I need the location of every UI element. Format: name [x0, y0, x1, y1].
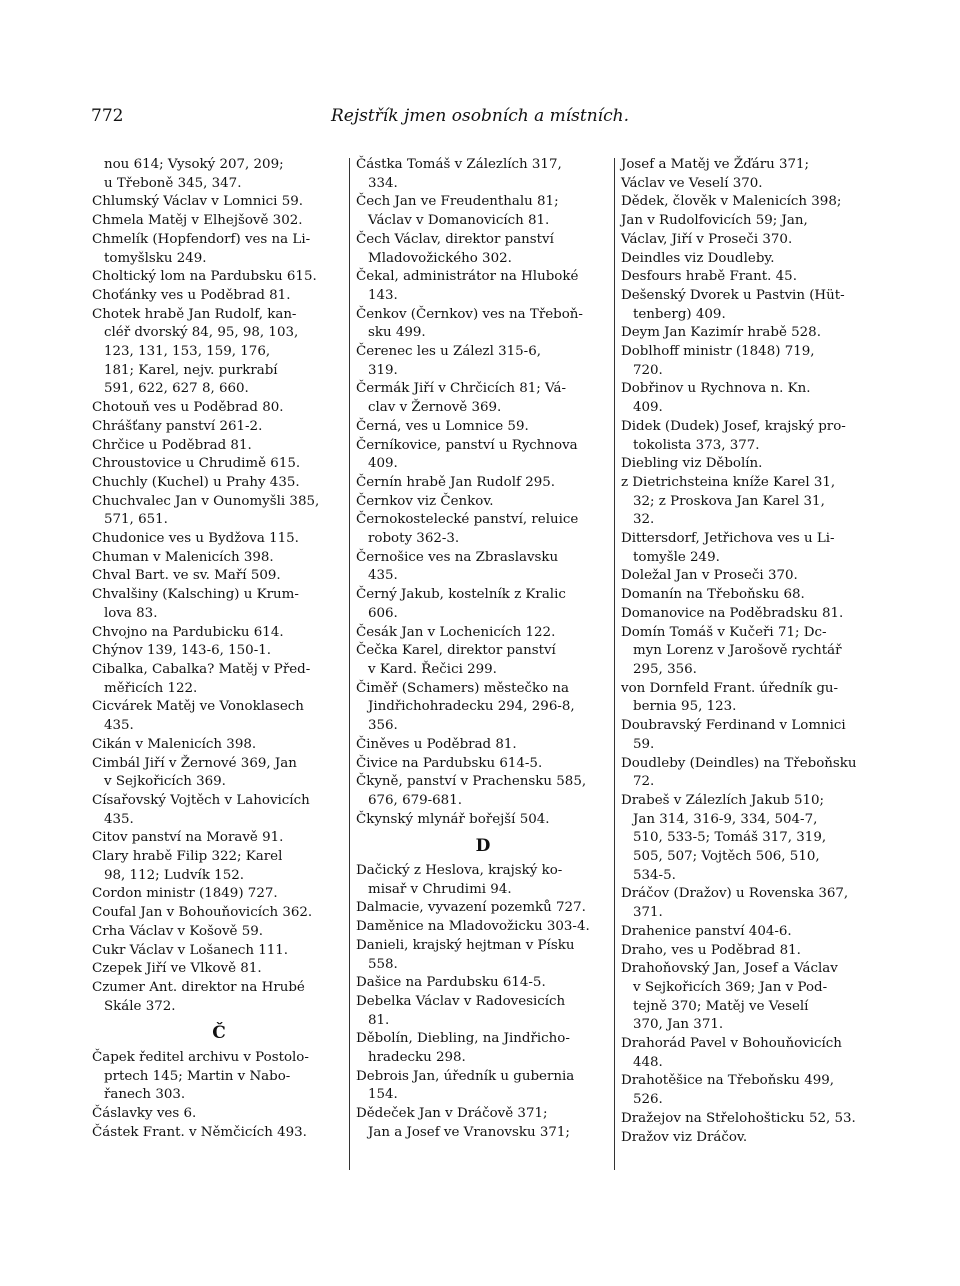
- index-entry: Doubravský Ferdinand v Lomnici: [621, 718, 846, 734]
- index-entry-continuation: řanech 303.: [104, 1087, 186, 1103]
- section-letter-heading: Č: [212, 1023, 226, 1044]
- index-entry-continuation: 505, 507; Vojtěch 506, 510,: [633, 849, 820, 865]
- index-entry: Deym Jan Kazimír hrabě 528.: [621, 325, 821, 341]
- index-entry-continuation: tomyšlsku 249.: [104, 250, 207, 266]
- index-entry-continuation: 295, 356.: [633, 661, 697, 677]
- index-entry-continuation: 676, 679-681.: [368, 792, 462, 808]
- index-entry: Čkyně, panství v Prachensku 585,: [356, 774, 587, 790]
- index-entry-continuation: 181; Karel, nejv. purkrabí: [104, 362, 278, 378]
- index-entry: Chmelík (Hopfendorf) ves na Li-: [92, 231, 311, 247]
- index-entry: Drahotěšice na Třeboňsku 499,: [621, 1073, 835, 1089]
- index-entry: Deindles viz Doudleby.: [621, 250, 775, 266]
- index-entry: Citov panství na Moravě 91.: [92, 830, 284, 846]
- index-entry: Drahorád Pavel v Bohouňovicích: [621, 1036, 842, 1052]
- column-divider: [349, 158, 350, 1170]
- index-entry: Dražov viz Dráčov.: [621, 1129, 748, 1145]
- index-entry-continuation: Skále 372.: [104, 998, 176, 1014]
- index-entry-continuation: 370, Jan 371.: [633, 1017, 724, 1033]
- index-entry: Coufal Jan v Bohouňovicích 362.: [92, 905, 313, 921]
- index-entry: Čerenec les u Zálezl 315-6,: [356, 344, 541, 360]
- index-entry: Částek Frant. v Němčicích 493.: [92, 1124, 307, 1140]
- index-entry-continuation: 510, 533-5; Tomáš 317, 319,: [633, 830, 827, 846]
- index-entry: Černá, ves u Lomnice 59.: [356, 418, 529, 434]
- index-entry: Černíkovice, panství u Rychnova: [356, 437, 578, 453]
- index-entry: Černkov viz Čenkov.: [356, 493, 494, 509]
- index-entry: Chuchly (Kuchel) u Prahy 435.: [92, 474, 300, 490]
- index-entry-continuation: v Kard. Řečici 299.: [368, 661, 497, 677]
- index-entry: Czepek Jiří ve Vlkově 81.: [92, 961, 262, 977]
- index-entry-continuation: tokolista 373, 377.: [633, 437, 760, 453]
- index-entry-continuation: 448.: [633, 1054, 663, 1070]
- index-entry: Desfours hrabě Frant. 45.: [621, 269, 797, 285]
- index-entry-continuation: prtech 145; Martin v Nabo-: [104, 1068, 291, 1084]
- index-entry: Domín Tomáš v Kučeři 71; Dc-: [621, 624, 827, 640]
- index-entry: Dalmacie, vyvazení pozemků 727.: [356, 900, 586, 916]
- index-entry: Clary hrabě Filip 322; Karel: [92, 849, 283, 865]
- index-entry: Domanovice na Poděbradsku 81.: [621, 605, 844, 621]
- index-entry: Crha Václav v Košově 59.: [92, 923, 264, 939]
- index-entry: Chýnov 139, 143-6, 150-1.: [92, 643, 271, 659]
- index-entry: Dráčov (Dražov) u Rovenska 367,: [621, 886, 849, 902]
- index-entry-continuation: tomyšle 249.: [633, 549, 720, 565]
- index-entry-continuation: 98, 112; Ludvík 152.: [104, 867, 245, 883]
- index-entry: Václav, Jiří v Proseči 370.: [621, 231, 793, 247]
- index-entry-continuation: 435.: [368, 568, 398, 584]
- index-entry: Debelka Václav v Radovesicích: [356, 993, 566, 1009]
- index-entry: Czumer Ant. direktor na Hrubé: [92, 979, 305, 995]
- index-entry: Cukr Václav v Lošanech 111.: [92, 942, 289, 958]
- index-entry: Čech Jan ve Freudenthalu 81;: [356, 194, 559, 210]
- section-letter-heading: D: [475, 836, 491, 857]
- index-entry: Debrois Jan, úředník u gubernia: [356, 1068, 575, 1084]
- index-entry: Cimbál Jiří v Žernové 369, Jan: [92, 755, 297, 771]
- index-entry-continuation: 154.: [368, 1087, 398, 1103]
- index-entry: Dražejov na Střelohošticku 52, 53.: [621, 1110, 856, 1126]
- index-entry-continuation: 72.: [633, 774, 655, 790]
- index-entry-continuation: 606.: [368, 605, 398, 621]
- index-entry-continuation: 558.: [368, 956, 398, 972]
- index-entry-continuation: 591, 622, 627 8, 660.: [104, 381, 249, 397]
- index-entry: Chudonice ves u Bydžova 115.: [92, 531, 299, 547]
- index-entry: Chval Bart. ve sv. Maří 509.: [92, 568, 281, 584]
- index-entry-continuation: 371.: [633, 905, 663, 921]
- index-entry: Černý Jakub, kostelník z Kralic: [356, 587, 566, 603]
- index-entry-continuation: Jindřichohradecku 294, 296-8,: [368, 699, 575, 715]
- index-entry-continuation: cléř dvorský 84, 95, 98, 103,: [104, 325, 299, 341]
- index-entry: Václav ve Veselí 370.: [621, 175, 763, 191]
- index-entry: Černokostelecké panství, reluice: [356, 512, 579, 528]
- index-entry-continuation: 534-5.: [633, 867, 676, 883]
- index-entry: Dobřinov u Rychnova n. Kn.: [621, 381, 811, 397]
- index-entry: Čivice na Pardubsku 614-5.: [356, 755, 543, 771]
- index-entry: Čkynský mlynář bořejší 504.: [356, 811, 550, 827]
- index-entry: Chuchvalec Jan v Ounomyšli 385,: [92, 493, 320, 509]
- index-entry: Cordon ministr (1849) 727.: [92, 886, 278, 902]
- index-entry: Čekal, administrátor na Hluboké: [356, 269, 579, 285]
- index-entry-continuation: Václav v Domanovicích 81.: [368, 213, 550, 229]
- index-entry: Chlumský Václav v Lomnici 59.: [92, 194, 304, 210]
- index-entry-continuation: 409.: [368, 456, 398, 472]
- index-entry: Čiměř (Schamers) městečko na: [356, 680, 570, 696]
- index-entry-continuation: clav v Žernově 369.: [368, 400, 502, 416]
- index-entry: Dešenský Dvorek u Pastvin (Hüt-: [621, 287, 845, 303]
- index-entry: Draho, ves u Poděbrad 81.: [621, 942, 801, 958]
- index-entry: Chroustovice u Chrudimě 615.: [92, 456, 301, 472]
- index-entry: Dědek, člověk v Malenicích 398;: [621, 194, 842, 210]
- index-entry-continuation: Mladovožického 302.: [368, 250, 512, 266]
- index-entry: Česák Jan v Lochenicích 122.: [356, 624, 556, 640]
- index-entry: Doblhoff ministr (1848) 719,: [621, 344, 815, 360]
- index-entry: Chvojno na Pardubicku 614.: [92, 624, 284, 640]
- index-entry-continuation: misař v Chrudimi 94.: [368, 881, 512, 897]
- index-entry: Čapek ředitel archivu v Postolo-: [92, 1050, 309, 1066]
- index-entry: Chvalšiny (Kalsching) u Krum-: [92, 587, 299, 603]
- index-entry-continuation: 334.: [368, 175, 398, 191]
- index-entry: Dědeček Jan v Dráčově 371;: [356, 1106, 548, 1122]
- index-entry: Doudleby (Deindles) na Třeboňsku: [621, 755, 857, 771]
- index-entry: Josef a Matěj ve Žďáru 371;: [621, 157, 810, 172]
- index-entry: Cibalka, Cabalka? Matěj v Před-: [92, 661, 311, 677]
- index-entry: Chotouň ves u Poděbrad 80.: [92, 400, 284, 416]
- index-entry-continuation: 571, 651.: [104, 512, 168, 528]
- index-entry: Čáslavky ves 6.: [92, 1106, 197, 1122]
- index-entry: Čenkov (Černkov) ves na Třeboň-: [356, 306, 583, 322]
- index-entry: Diebling viz Děbolín.: [621, 456, 763, 472]
- index-entry: z Dietrichsteina kníže Karel 31,: [621, 474, 836, 490]
- index-entry-continuation: tejně 370; Matěj ve Veselí: [633, 998, 809, 1014]
- index-entry: Chuman v Malenicích 398.: [92, 549, 274, 565]
- index-entry-continuation: v Sejkořicích 369.: [104, 774, 226, 790]
- index-entry-continuation: lova 83.: [104, 605, 158, 621]
- index-entry-continuation: 81.: [368, 1012, 390, 1028]
- index-entry-continuation: myn Lorenz v Jarošově rychtář: [633, 643, 842, 659]
- index-entry: Dačický z Heslova, krajský ko-: [356, 863, 563, 879]
- index-entry: Čech Václav, direktor panství: [356, 231, 554, 247]
- index-entry-continuation: tenberg) 409.: [633, 306, 726, 322]
- index-entry: Dittersdorf, Jetřichova ves u Li-: [621, 531, 835, 547]
- index-entry: Didek (Dudek) Josef, krajský pro-: [621, 418, 846, 434]
- column-divider: [614, 158, 615, 1170]
- index-entry-continuation: 143.: [368, 287, 398, 303]
- index-entry-continuation: 720.: [633, 362, 663, 378]
- index-entry: Drabeš v Zálezlích Jakub 510;: [621, 792, 825, 808]
- index-entry: Černín hrabě Jan Rudolf 295.: [356, 474, 556, 490]
- index-entry-continuation: 123, 131, 153, 159, 176,: [104, 344, 271, 360]
- index-entry: Chotek hrabě Jan Rudolf, kan-: [92, 306, 297, 322]
- index-entry: Choltický lom na Pardubsku 615.: [92, 269, 317, 285]
- index-entry-continuation: nou 614; Vysoký 207, 209;: [104, 157, 284, 172]
- index-entry-continuation: 409.: [633, 400, 663, 416]
- index-column-1: [92, 156, 346, 1143]
- index-entry-continuation: měřicích 122.: [104, 680, 198, 696]
- index-entry: Císařovský Vojtěch v Lahovicích: [92, 792, 310, 808]
- index-entry-continuation: 356.: [368, 718, 398, 734]
- index-entry: Drahenice panství 404-6.: [621, 923, 792, 939]
- index-column-3: [621, 156, 875, 1147]
- index-entry: Dašice na Pardubsku 614-5.: [356, 975, 546, 991]
- index-entry-continuation: 526.: [633, 1092, 663, 1108]
- index-entry-continuation: Jan 314, 316-9, 334, 504-7,: [633, 811, 818, 827]
- index-entry: Cikán v Malenicích 398.: [92, 736, 257, 752]
- index-entry: Cicvárek Matěj ve Vonoklasech: [92, 699, 304, 715]
- index-entry: von Dornfeld Frant. úředník gu-: [621, 680, 839, 696]
- index-entry-continuation: v Sejkořicích 369; Jan v Pod-: [633, 979, 828, 995]
- index-entry-continuation: 32; z Proskova Jan Karel 31,: [633, 493, 825, 509]
- index-entry-continuation: 59.: [633, 736, 655, 752]
- index-entry: Činěves u Poděbrad 81.: [356, 736, 517, 752]
- index-entry-continuation: hradecku 298.: [368, 1050, 466, 1066]
- running-title: Rejstřík jmen osobních a místních.: [330, 106, 629, 126]
- index-entry-continuation: Jan a Josef ve Vranovsku 371;: [368, 1124, 570, 1140]
- index-entry: Částka Tomáš v Zálezlích 317,: [356, 157, 562, 172]
- index-entry-continuation: 32.: [633, 512, 655, 528]
- index-entry-continuation: 319.: [368, 362, 398, 378]
- index-column-2: [356, 156, 610, 1143]
- index-entry: Domanín na Třeboňsku 68.: [621, 587, 805, 603]
- index-entry: Černošice ves na Zbraslavsku: [356, 549, 559, 565]
- index-entry: Drahoňovský Jan, Josef a Václav: [621, 961, 838, 977]
- index-entry: Čečka Karel, direktor panství: [356, 643, 556, 659]
- index-entry: Děbolín, Diebling, na Jindřicho-: [356, 1031, 570, 1047]
- index-entry-continuation: sku 499.: [368, 325, 426, 341]
- index-entry: Jan v Rudolfovicích 59; Jan,: [621, 213, 808, 229]
- index-entry: Danieli, krajský hejtman v Písku: [356, 937, 575, 953]
- index-entry: Čermák Jiří v Chrčicích 81; Vá-: [356, 381, 567, 397]
- index-entry-continuation: roboty 362-3.: [368, 531, 460, 547]
- index-entry: Doležal Jan v Proseči 370.: [621, 568, 798, 584]
- page-number: 772: [91, 106, 124, 126]
- index-entry-continuation: bernia 95, 123.: [633, 699, 737, 715]
- index-entry-continuation: 435.: [104, 811, 134, 827]
- index-entry-continuation: u Třeboně 345, 347.: [104, 175, 242, 191]
- index-entry: Chrášťany panství 261-2.: [92, 418, 263, 434]
- index-entry-continuation: 435.: [104, 718, 134, 734]
- index-entry: Choťánky ves u Poděbrad 81.: [92, 287, 291, 303]
- index-entry: Chmela Matěj v Elhejšově 302.: [92, 213, 303, 229]
- index-entry: Chrčice u Poděbrad 81.: [92, 437, 252, 453]
- index-entry: Daměnice na Mladovožicku 303-4.: [356, 919, 590, 935]
